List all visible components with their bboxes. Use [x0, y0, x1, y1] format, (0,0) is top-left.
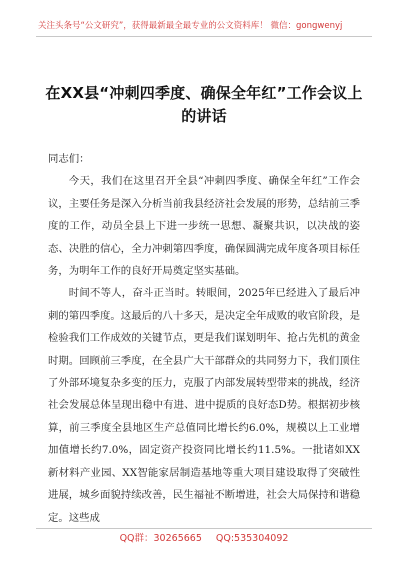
- footer-contact: [36, 531, 372, 547]
- header-divider: [36, 36, 372, 37]
- document-title: 在XX县“冲刺四季度、确保全年红”工作会议上的讲话: [45, 84, 363, 125]
- footer-qq: QQ:535304092: [215, 533, 289, 544]
- footer-divider: [36, 528, 372, 529]
- body-paragraph: 今天，我们在这里召开全县“冲刺四季度、确保全年红”工作会议，主要任务是深入分析当前我县经济社会发展的形势，总结前三季度的工作，动员全县上下进一步统一思想、凝聚共识，以决战的姿态、决胜的信心，全力冲刺第四季度，确保圆满完成年度各项目标任务，为明年工作的良好开局奠定坚实基础。: [48, 175, 360, 278]
- header-banner: 关注头条号“公文研究”，获得最新最全最专业的公文资料库！ 微信：gongwenyj: [38, 21, 343, 31]
- salutation: 同志们：: [48, 153, 90, 165]
- footer-qq-group: QQ群：30265665: [119, 533, 202, 544]
- body-paragraph: 时间不等人，奋斗正当时。转眼间，2025年已经进入了最后冲刺的第四季度。这最后的八十多天，是决定全年成败的收官阶段，是检验我们工作成效的关键节点，更是我们谋划明年、抢占先机的黄金时期。回顾前三季度，在全县广大干部群众的共同努力下，我们顶住了外部环境复杂多变的压力，克服了内部发展转型带来的挑战，经济社会发展总体呈现出稳中有进、进中提质的良好态D势。根据初步核算，前三季度全县地区生产总值同比增长约6.0%，规模以上工业增加值增长约7.0%，固定资产投资同比增长约11.5%。一批诸如XX新材料产业园、XX智能家居制造基地等重大项目建设取得了突破性进展，城乡面貌持续改善，民生福祉不断增进，社会大局保持和谐稳定。这些成: [48, 287, 360, 524]
- document-body: [48, 148, 360, 529]
